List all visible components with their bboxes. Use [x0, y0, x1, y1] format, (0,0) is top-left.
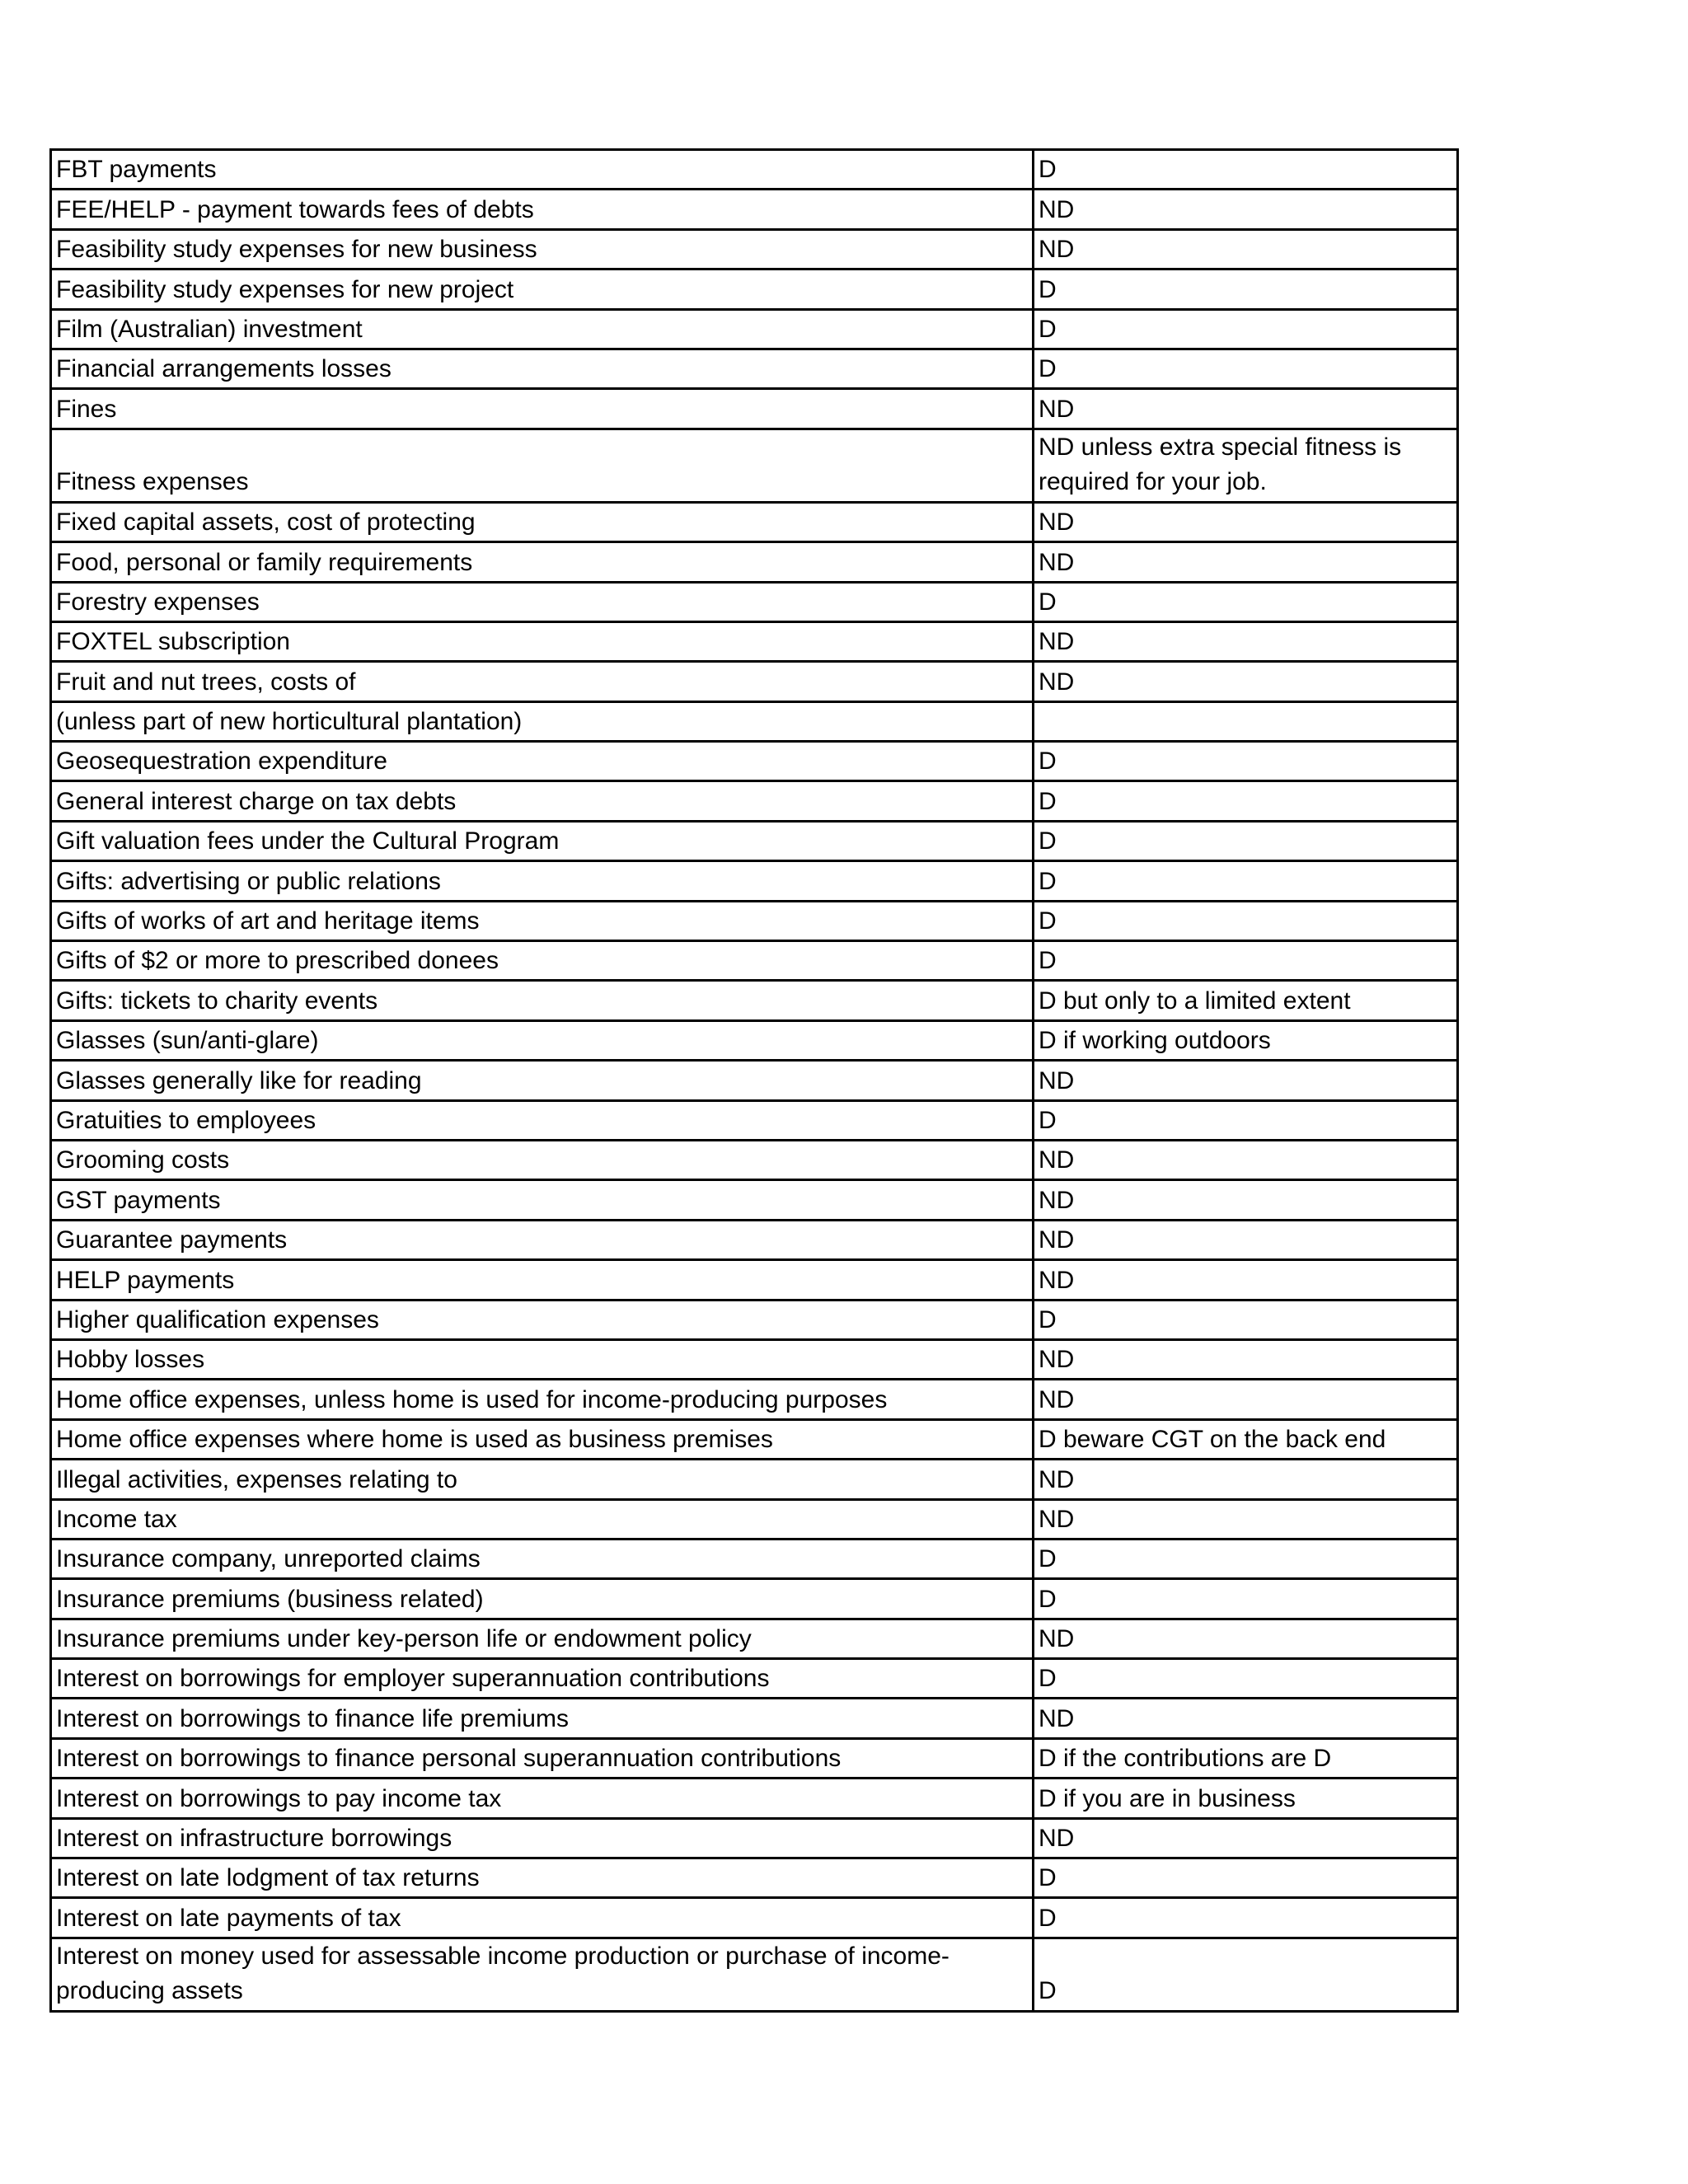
expense-cell[interactable]: Grooming costs [51, 1140, 1034, 1179]
deductibility-cell[interactable]: D if working outdoors [1034, 1020, 1458, 1060]
table-row [51, 1020, 1458, 1060]
deductibility-cell[interactable]: ND [1034, 1460, 1458, 1499]
table-row [51, 1579, 1458, 1619]
deductibility-cell[interactable]: ND [1034, 1061, 1458, 1100]
deductibility-cell[interactable]: ND [1034, 662, 1458, 701]
table-row [51, 1699, 1458, 1738]
table-row [51, 1419, 1458, 1459]
table-row [51, 1858, 1458, 1898]
deductibility-cell[interactable]: ND [1034, 621, 1458, 661]
table-row [51, 1938, 1458, 2011]
table-row [51, 1100, 1458, 1140]
deductibility-cell[interactable]: D if the contributions are D [1034, 1738, 1458, 1778]
deductibility-cell[interactable]: ND [1034, 229, 1458, 269]
deductibility-cell[interactable]: D [1034, 1100, 1458, 1140]
expense-cell[interactable]: Fitness expenses [51, 429, 1034, 502]
expense-cell[interactable]: Financial arrangements losses [51, 349, 1034, 388]
table-row [51, 742, 1458, 781]
table-row [51, 662, 1458, 701]
table-row [51, 542, 1458, 582]
expense-cell[interactable]: Feasibility study expenses for new business [51, 229, 1034, 269]
expense-cell[interactable]: Gifts of works of art and heritage items [51, 901, 1034, 940]
deductibility-cell[interactable]: ND [1034, 1818, 1458, 1858]
expense-cell[interactable]: Forestry expenses [51, 582, 1034, 621]
deductibility-cell[interactable]: D [1034, 901, 1458, 940]
table-row [51, 1738, 1458, 1778]
expense-cell[interactable]: FBT payments [51, 150, 1034, 190]
deductibility-cell[interactable]: D [1034, 1539, 1458, 1578]
table-row [51, 1779, 1458, 1818]
expense-cell[interactable]: Gifts: tickets to charity events [51, 981, 1034, 1020]
deductibility-cell[interactable]: ND [1034, 1220, 1458, 1259]
table-row [51, 901, 1458, 940]
table-row [51, 229, 1458, 269]
expense-cell[interactable]: Income tax [51, 1499, 1034, 1539]
deductibility-cell[interactable]: ND [1034, 1180, 1458, 1220]
expense-cell[interactable]: Feasibility study expenses for new project [51, 269, 1034, 309]
table-row [51, 821, 1458, 860]
table-row [51, 269, 1458, 309]
expense-cell[interactable]: HELP payments [51, 1260, 1034, 1300]
table-row [51, 1140, 1458, 1179]
expense-cell[interactable]: Film (Australian) investment [51, 309, 1034, 349]
table-row [51, 1619, 1458, 1658]
table-row [51, 1659, 1458, 1699]
deductibility-cell[interactable]: D beware CGT on the back end [1034, 1419, 1458, 1459]
table-row [51, 1061, 1458, 1100]
expense-cell[interactable]: Interest on infrastructure borrowings [51, 1818, 1034, 1858]
deductibility-cell[interactable]: ND [1034, 389, 1458, 429]
deductibility-cell[interactable]: ND [1034, 1339, 1458, 1379]
table-row [51, 981, 1458, 1020]
expense-cell[interactable]: Interest on borrowings to finance life premiums [51, 1699, 1034, 1738]
expense-cell[interactable]: Interest on late payments of tax [51, 1898, 1034, 1938]
expense-cell[interactable]: Gift valuation fees under the Cultural Program [51, 821, 1034, 860]
expense-cell[interactable]: Interest on borrowings for employer superannuation contributions [51, 1659, 1034, 1699]
table-row [51, 502, 1458, 541]
expense-cell[interactable]: Home office expenses where home is used as business premises [51, 1419, 1034, 1459]
expense-cell[interactable]: FEE/HELP - payment towards fees of debts [51, 190, 1034, 229]
deductibility-cell[interactable]: D [1034, 821, 1458, 860]
expense-cell[interactable]: GST payments [51, 1180, 1034, 1220]
deductibility-cell[interactable]: ND [1034, 190, 1458, 229]
deductibility-cell[interactable]: D [1034, 1898, 1458, 1938]
deductibility-cell[interactable]: D [1034, 1300, 1458, 1339]
table-row [51, 1460, 1458, 1499]
deductibility-cell[interactable]: D [1034, 1858, 1458, 1898]
deductibility-cell[interactable]: ND [1034, 1140, 1458, 1179]
expense-cell[interactable]: Food, personal or family requirements [51, 542, 1034, 582]
expense-cell[interactable]: Gifts of $2 or more to prescribed donees [51, 941, 1034, 981]
deductibility-cell[interactable]: D [1034, 1659, 1458, 1699]
table-row [51, 621, 1458, 661]
expense-cell[interactable]: Hobby losses [51, 1339, 1034, 1379]
table-row [51, 701, 1458, 741]
deductibility-cell[interactable]: ND [1034, 1260, 1458, 1300]
table-row [51, 861, 1458, 901]
expense-cell[interactable]: (unless part of new horticultural plantation) [51, 701, 1034, 741]
table-row [51, 309, 1458, 349]
expense-cell[interactable]: Fines [51, 389, 1034, 429]
deductibility-cell[interactable]: D but only to a limited extent [1034, 981, 1458, 1020]
table-row [51, 1818, 1458, 1858]
expense-cell[interactable]: Glasses (sun/anti-glare) [51, 1020, 1034, 1060]
expense-cell[interactable]: Home office expenses, unless home is used for income-producing purposes [51, 1380, 1034, 1419]
table-row [51, 1539, 1458, 1578]
expense-cell[interactable]: Illegal activities, expenses relating to [51, 1460, 1034, 1499]
table-row [51, 1499, 1458, 1539]
table-row [51, 1300, 1458, 1339]
expense-cell[interactable]: Fruit and nut trees, costs of [51, 662, 1034, 701]
table-row [51, 582, 1458, 621]
deductibility-cell[interactable]: D [1034, 742, 1458, 781]
expense-cell[interactable]: Fixed capital assets, cost of protecting [51, 502, 1034, 541]
table-row [51, 1898, 1458, 1938]
table-row [51, 1180, 1458, 1220]
expense-cell[interactable]: Glasses generally like for reading [51, 1061, 1034, 1100]
table-row [51, 389, 1458, 429]
deductibility-cell[interactable]: D [1034, 582, 1458, 621]
table-row [51, 150, 1458, 190]
deductibility-cell[interactable]: ND [1034, 542, 1458, 582]
deductibility-cell[interactable]: D [1034, 269, 1458, 309]
table-row [51, 1380, 1458, 1419]
table-row [51, 190, 1458, 229]
expense-cell[interactable]: Guarantee payments [51, 1220, 1034, 1259]
table-row [51, 1260, 1458, 1300]
deductibility-cell[interactable]: ND [1034, 1380, 1458, 1419]
deductibility-cell[interactable]: D [1034, 1579, 1458, 1619]
deductibility-cell[interactable] [1034, 701, 1458, 741]
expense-cell[interactable]: Interest on borrowings to pay income tax [51, 1779, 1034, 1818]
expense-cell[interactable]: Insurance premiums under key-person life or endowment policy [51, 1619, 1034, 1658]
deductibility-cell[interactable]: D if you are in business [1034, 1779, 1458, 1818]
deductibility-cell[interactable]: D [1034, 861, 1458, 901]
deductibility-cell[interactable]: D [1034, 781, 1458, 821]
expense-cell[interactable]: Interest on borrowings to finance personal superannuation contributions [51, 1738, 1034, 1778]
deductibility-cell[interactable]: ND [1034, 1499, 1458, 1539]
deductibility-cell[interactable]: ND [1034, 502, 1458, 541]
expense-cell[interactable]: General interest charge on tax debts [51, 781, 1034, 821]
expense-cell[interactable]: Gratuities to employees [51, 1100, 1034, 1140]
table-row [51, 429, 1458, 502]
deductibility-cell[interactable]: D [1034, 1938, 1458, 2011]
deductions-table [49, 148, 1459, 2013]
expense-cell[interactable]: Interest on late lodgment of tax returns [51, 1858, 1034, 1898]
deductibility-cell[interactable]: D [1034, 309, 1458, 349]
table-row [51, 349, 1458, 388]
expense-cell[interactable]: Geosequestration expenditure [51, 742, 1034, 781]
table-row [51, 1339, 1458, 1379]
deductibility-cell[interactable]: ND unless extra special fitness is required for your job. [1034, 429, 1458, 502]
expense-cell[interactable]: FOXTEL subscription [51, 621, 1034, 661]
expense-cell[interactable]: Insurance premiums (business related) [51, 1579, 1034, 1619]
table-row [51, 1220, 1458, 1259]
expense-cell[interactable]: Insurance company, unreported claims [51, 1539, 1034, 1578]
expense-cell[interactable]: Higher qualification expenses [51, 1300, 1034, 1339]
expense-cell[interactable]: Gifts: advertising or public relations [51, 861, 1034, 901]
table-row [51, 941, 1458, 981]
deductibility-cell[interactable]: ND [1034, 1619, 1458, 1658]
expense-cell[interactable]: Interest on money used for assessable income production or purchase of income-producing assets [51, 1938, 1034, 2011]
deductibility-cell[interactable]: D [1034, 941, 1458, 981]
deductibility-cell[interactable]: ND [1034, 1699, 1458, 1738]
deductibility-cell[interactable]: D [1034, 349, 1458, 388]
deductions-table-body [51, 150, 1458, 2012]
deductibility-cell[interactable]: D [1034, 150, 1458, 190]
table-row [51, 781, 1458, 821]
